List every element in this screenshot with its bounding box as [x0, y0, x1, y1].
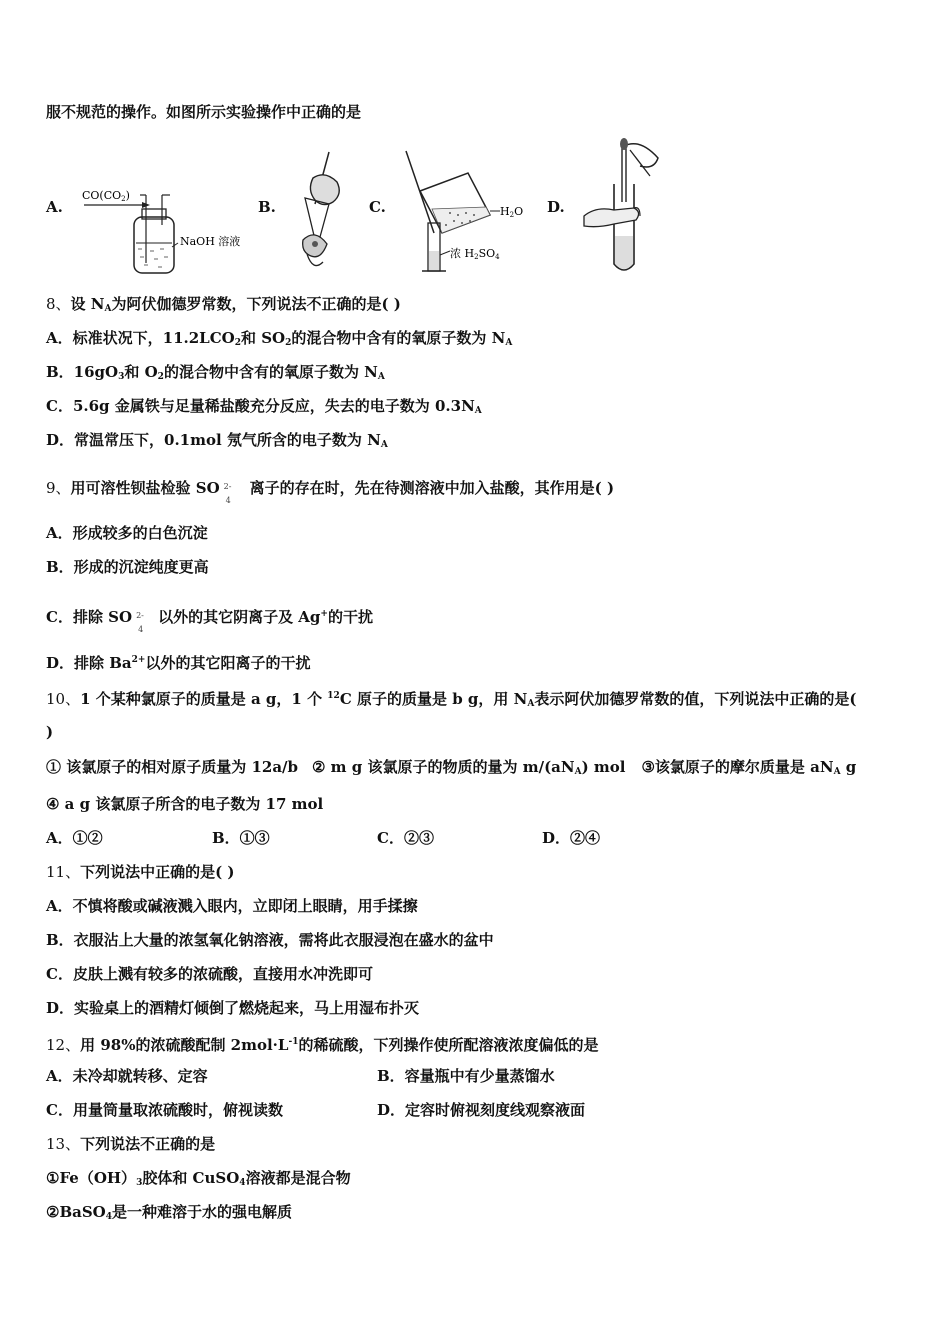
q11-stem: 11、下列说法中正确的是( ) — [46, 863, 235, 881]
q10-statement-4: ④ a g 该氯原子所含的电子数为 17 mol — [46, 795, 324, 813]
q10-stem-continued: ) — [46, 723, 54, 741]
q11-option-c: C．皮肤上溅有较多的浓硫酸，直接用水冲洗即可 — [46, 965, 373, 983]
q10-option-d: D．②④ — [542, 829, 601, 847]
q9-option-b: B．形成的沉淀纯度更高 — [46, 558, 209, 576]
q10-statements-row — [46, 757, 856, 782]
q8-option-c: C．5.6g 金属铁与足量稀盐酸充分反应，失去的电子数为 $0.3N_A$ — [46, 397, 482, 416]
q11-option-d: D．实验桌上的酒精灯倾倒了燃烧起来，马上用湿布扑灭 — [46, 999, 420, 1017]
q11-option-a: A．不慎将酸或碱液溅入眼内，立即闭上眼睛，用手揉擦 — [46, 897, 418, 915]
figure-a-gas-washing-bottle — [80, 185, 250, 277]
q12-option-b: B．容量瓶中有少量蒸馏水 — [377, 1067, 555, 1085]
q9-option-d: D．排除 $Ba^{2+}$以外的其它阳离子的干扰 — [46, 654, 311, 672]
figure-a-gas-label: CO(CO2) — [82, 189, 130, 203]
figure-d-test-tube — [580, 136, 670, 276]
q12-option-c: C．用量筒量取浓硫酸时，俯视读数 — [46, 1101, 283, 1119]
q12-option-a: A．未冷却就转移、定容 — [46, 1067, 208, 1085]
figure-option-a-label: A. — [46, 198, 63, 216]
figure-b-hand-dropper — [285, 148, 355, 276]
figure-option-d-label: D. — [547, 198, 565, 216]
figure-c-acid-label: 浓 H2SO4 — [450, 247, 500, 261]
q9-option-a: A．形成较多的白色沉淀 — [46, 524, 208, 542]
q10-option-c: C．②③ — [377, 829, 434, 847]
intro-line: 服不规范的操作。如图所示实验操作中正确的是 — [46, 103, 362, 121]
figure-c-water-label: H2O — [500, 205, 524, 219]
q10-statement-2: ② m g 该氯原子的物质的量为 $m/(aN_A)$ mol — [312, 758, 626, 777]
q9-stem: 9、用可溶性钡盐检验 SO 2- 4 离子的存在时，先在待测溶液中加入盐酸，其作用是( ) — [46, 479, 615, 505]
q10-statement-3: ③该氯原子的摩尔质量是 $aN_A$ g — [641, 758, 857, 777]
q13-statement-1: $①Fe(OH)_3$胶体和 CuSO$_4$溶液都是混合物 — [46, 1169, 351, 1188]
q10-statement-1: ① 该氯原子的相对原子质量为 12a/b — [46, 758, 299, 776]
q8-option-a: A．标准状况下，$11.2LCO_2$和 $SO_2$的混合物中含有的氧原子数为 $N_A$ — [46, 329, 513, 348]
q10-option-b: B．①③ — [212, 829, 270, 847]
q12-stem: 12、用 98%的浓硫酸配制 $2mol\cdot L^{-1}$的稀硫酸，下列操作使所配溶液浓度偏低的是 — [46, 1036, 599, 1054]
figure-option-b-label: B. — [258, 198, 276, 216]
q8-stem: 8、设 $N_A$为阿伏伽德罗常数，下列说法不正确的是( ) — [46, 295, 401, 314]
q10-stem: 10、1 个某种氯原子的质量是 a g，1 个 $^{12}$C 原子的质量是 b g，用 $N_A$表示阿伏加德罗常数的值，下列说法中正确的是( — [46, 690, 857, 709]
q8-option-b: B．$16gO_3$和 $O_2$的混合物中含有的氧原子数为 $N_A$ — [46, 363, 385, 382]
q11-option-b: B．衣服沾上大量的浓氢氧化钠溶液，需将此衣服浸泡在盛水的盆中 — [46, 931, 494, 949]
figure-option-c-label: C. — [369, 198, 386, 216]
q9-option-c: C．排除 SO 2- 4 以外的其它阴离子及 Ag+的干扰 — [46, 608, 373, 634]
q13-statement-2: ②BaSO$_4$是一种难溶于水的强电解质 — [46, 1203, 293, 1222]
q13-stem: 13、下列说法不正确的是 — [46, 1135, 216, 1153]
q10-option-a: A．①② — [46, 829, 103, 847]
q12-option-d: D．定容时俯视刻度线观察液面 — [377, 1101, 586, 1119]
q8-option-d: D．常温常压下，0.1mol 氖气所含的电子数为 $N_A$ — [46, 431, 388, 450]
figure-a-solution-label: NaOH 溶液 — [180, 235, 241, 248]
figure-c-dilution — [400, 147, 535, 275]
